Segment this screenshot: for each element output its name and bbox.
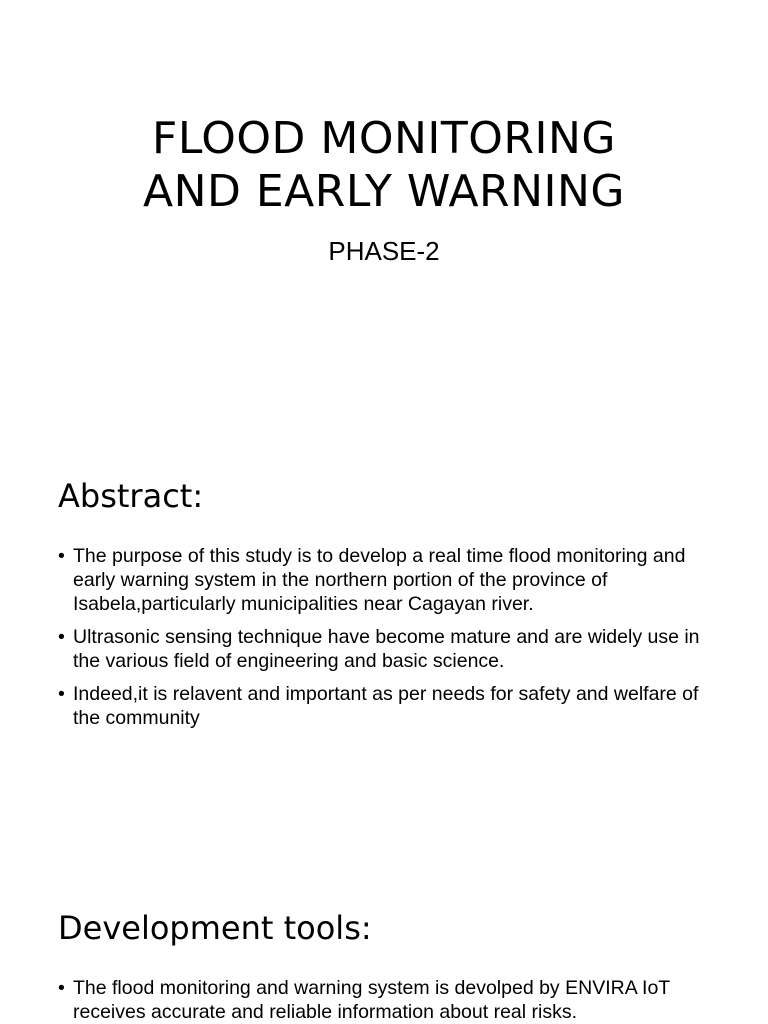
development-tools-bullet — [58, 976, 718, 1024]
abstract-section — [58, 476, 718, 739]
bullet-icon: • — [58, 545, 65, 567]
title-block — [0, 112, 768, 266]
bullet-icon: • — [58, 626, 65, 648]
development-tools-heading: Development tools: — [58, 909, 372, 947]
abstract-bullet-list — [58, 544, 718, 730]
title-line-2: AND EARLY WARNING — [142, 166, 626, 217]
main-title — [0, 112, 768, 218]
development-tools-bullet-list — [58, 976, 718, 1024]
abstract-bullet — [58, 544, 718, 616]
abstract-bullet — [58, 682, 718, 730]
title-line-1: FLOOD MONITORING — [152, 113, 616, 164]
bullet-icon: • — [58, 977, 65, 999]
abstract-bullet-text: The purpose of this study is to develop a real time flood monitoring and early warning system in the northern portion of the province of Isabela,particularly municipalities near Cagayan river. — [73, 545, 686, 615]
development-tools-bullet-text: The flood monitoring and warning system is devolped by ENVIRA IoT receives accurate and reliable information about real risks. — [73, 977, 670, 1023]
abstract-bullet — [58, 625, 718, 673]
abstract-heading: Abstract: — [58, 477, 204, 515]
abstract-bullet-text: Indeed,it is relavent and important as per needs for safety and welfare of the community — [73, 683, 699, 729]
bullet-icon: • — [58, 683, 65, 705]
subtitle: PHASE-2 — [328, 236, 440, 266]
abstract-bullet-text: Ultrasonic sensing technique have become mature and are widely use in the various field of engineering and basic science. — [73, 626, 700, 672]
development-tools-section — [58, 908, 718, 1024]
